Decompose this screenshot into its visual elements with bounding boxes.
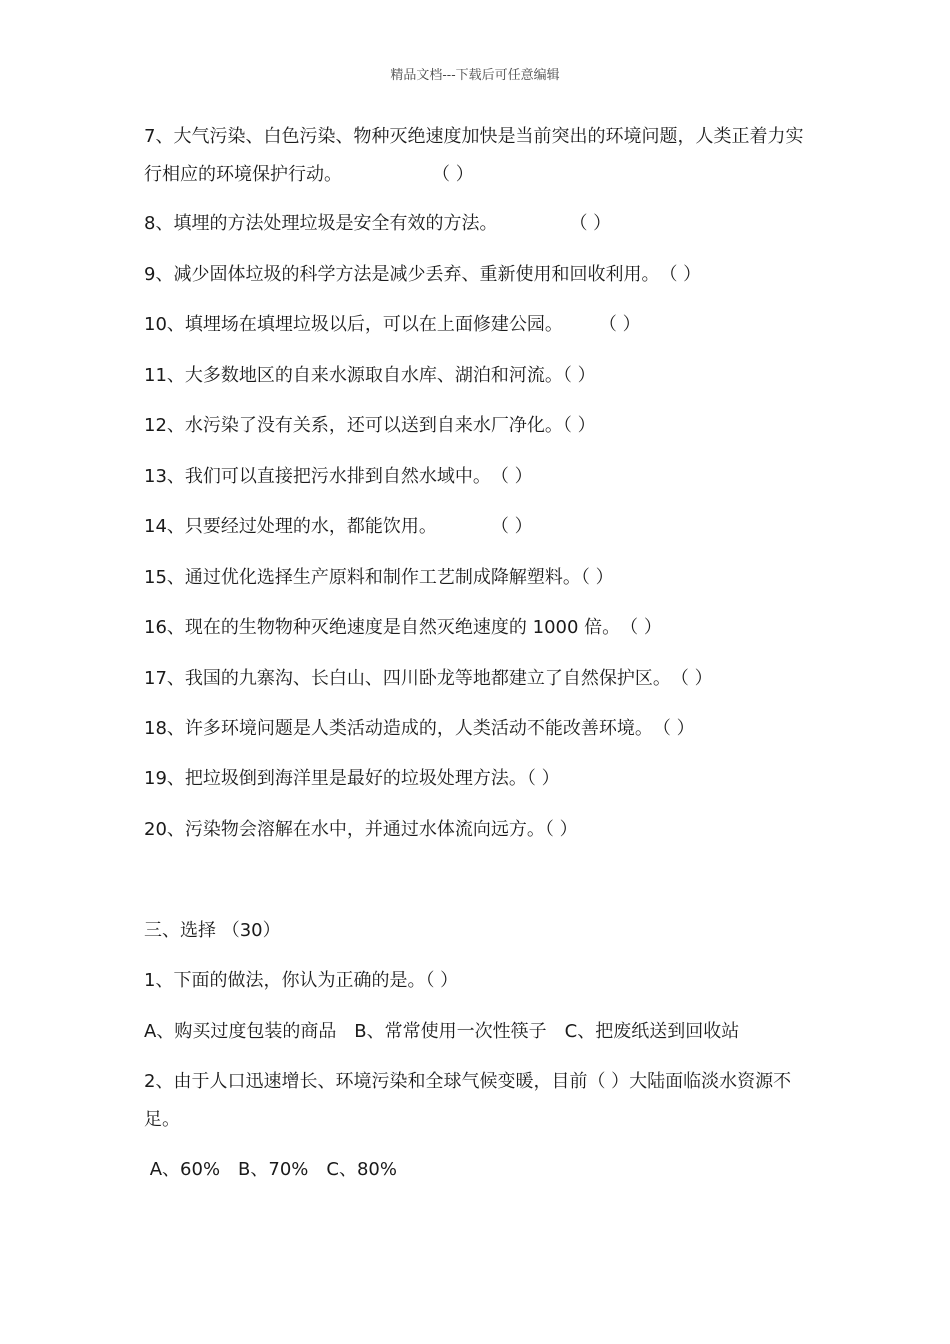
mc-question-1-options: A、购买过度包装的商品 B、常常使用一次性筷子 C、把废纸送到回收站 xyxy=(144,1021,740,1042)
mc-question-2: 2、由于人口迅速增长、环境污染和全球气候变暖，目前（ ）大陆面临淡水资源不足。 xyxy=(144,1071,792,1130)
tf-item-20: 20、污染物会溶解在水中，并通过水体流向远方。（ ） xyxy=(144,819,578,840)
tf-item-12: 12、水污染了没有关系，还可以送到自来水厂净化。（ ） xyxy=(144,415,596,436)
tf-item-9: 9、减少固体垃圾的科学方法是减少丢弃、重新使用和回收利用。 （ ） xyxy=(144,264,702,285)
tf-item-14: 14、只要经过处理的水，都能饮用。 （ ） xyxy=(144,516,533,537)
tf-item-7: 7、大气污染、白色污染、物种灭绝速度加快是当前突出的环境问题，人类正着力实行相应的环境保护行动。 （ ） xyxy=(144,126,804,185)
tf-item-17: 17、我国的九寨沟、长白山、四川卧龙等地都建立了自然保护区。 （ ） xyxy=(144,668,713,689)
tf-item-15: 15、通过优化选择生产原料和制作工艺制成降解塑料。（ ） xyxy=(144,567,614,588)
tf-item-8: 8、填埋的方法处理垃圾是安全有效的方法。 （ ） xyxy=(144,213,612,234)
tf-item-19: 19、把垃圾倒到海洋里是最好的垃圾处理方法。（ ） xyxy=(144,768,560,789)
tf-item-11: 11、大多数地区的自来水源取自水库、湖泊和河流。（ ） xyxy=(144,365,596,386)
tf-item-18: 18、许多环境问题是人类活动造成的，人类活动不能改善环境。 （ ） xyxy=(144,718,695,739)
mc-question-1: 1、下面的做法，你认为正确的是。（ ） xyxy=(144,970,459,991)
tf-item-13: 13、我们可以直接把污水排到自然水域中。 （ ） xyxy=(144,466,533,487)
mc-question-2-options: A、60% B、70% C、80% xyxy=(144,1159,397,1180)
page-header: 精品文档---下载后可任意编辑 xyxy=(390,68,560,83)
tf-item-16: 16、现在的生物物种灭绝速度是自然灭绝速度的 1000 倍。 （ ） xyxy=(144,617,662,638)
section-title: 三、选择 （30） xyxy=(144,920,281,941)
tf-item-10: 10、填埋场在填埋垃圾以后，可以在上面修建公园。 （ ） xyxy=(144,314,641,335)
